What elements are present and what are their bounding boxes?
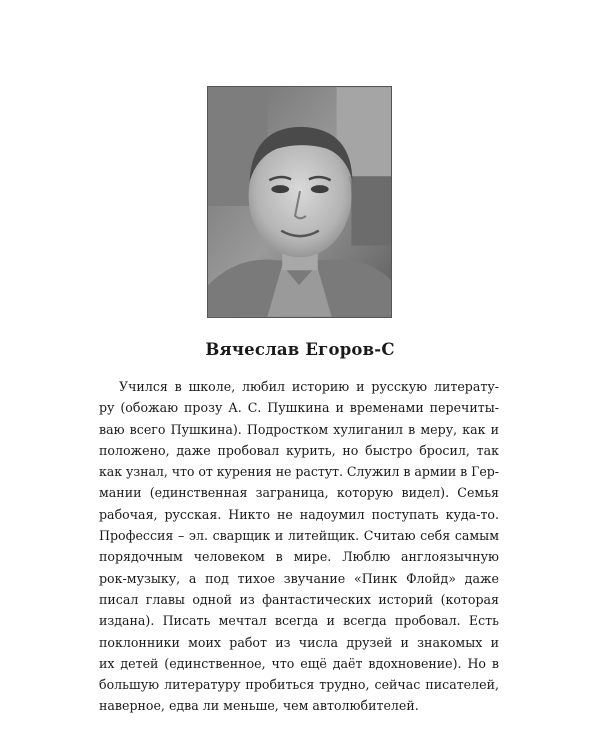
bio-line: порядочным человеком в мире. Люблю англоязычную [99, 549, 499, 565]
bio-line: как узнал, что от курения не растут. Служил в армии в Гер- [99, 464, 499, 480]
bio-line: наверное, едва ли меньше, чем автолюбителей. [99, 698, 419, 714]
bio-line: Учился в школе, любил историю и русскую литерату- [119, 379, 499, 394]
author-photo [207, 86, 392, 318]
bio-line: их детей (единственное, что ещё даёт вдохновение). Но в [99, 655, 499, 671]
bio-line: издана). Писать мечтал всегда и всегда пробовал. Есть [99, 613, 499, 629]
author-portrait-image [208, 87, 391, 317]
bio-line: мании (единственная заграница, которую видел). Семья [99, 485, 499, 501]
bio-line: ваю всего Пушкина). Подростком хулиганил в меру, как и [99, 421, 499, 437]
bio-line: ру (обожаю прозу А. С. Пушкина и временами перечиты- [99, 400, 499, 416]
bio-line: рабочая, русская. Никто не надоумил поступать куда-то. [99, 506, 499, 522]
bio-line: большую литературу пробиться трудно, сейчас писателей, [99, 677, 499, 693]
bio-line: рок-музыку, а под тихое звучание «Пинк Флойд» даже [99, 570, 499, 586]
bio-line: писал главы одной из фантастических историй (которая [99, 591, 499, 607]
bio-line: Профессия – эл. сварщик и литейщик. Считаю себя самым [99, 528, 499, 544]
bio-line: положено, даже пробовал курить, но быстро бросил, так [99, 442, 499, 458]
bio-line: поклонники моих работ из числа друзей и знакомых и [99, 634, 499, 650]
author-bio [99, 376, 499, 717]
author-name: Вячеслав Егоров-С [205, 340, 395, 359]
